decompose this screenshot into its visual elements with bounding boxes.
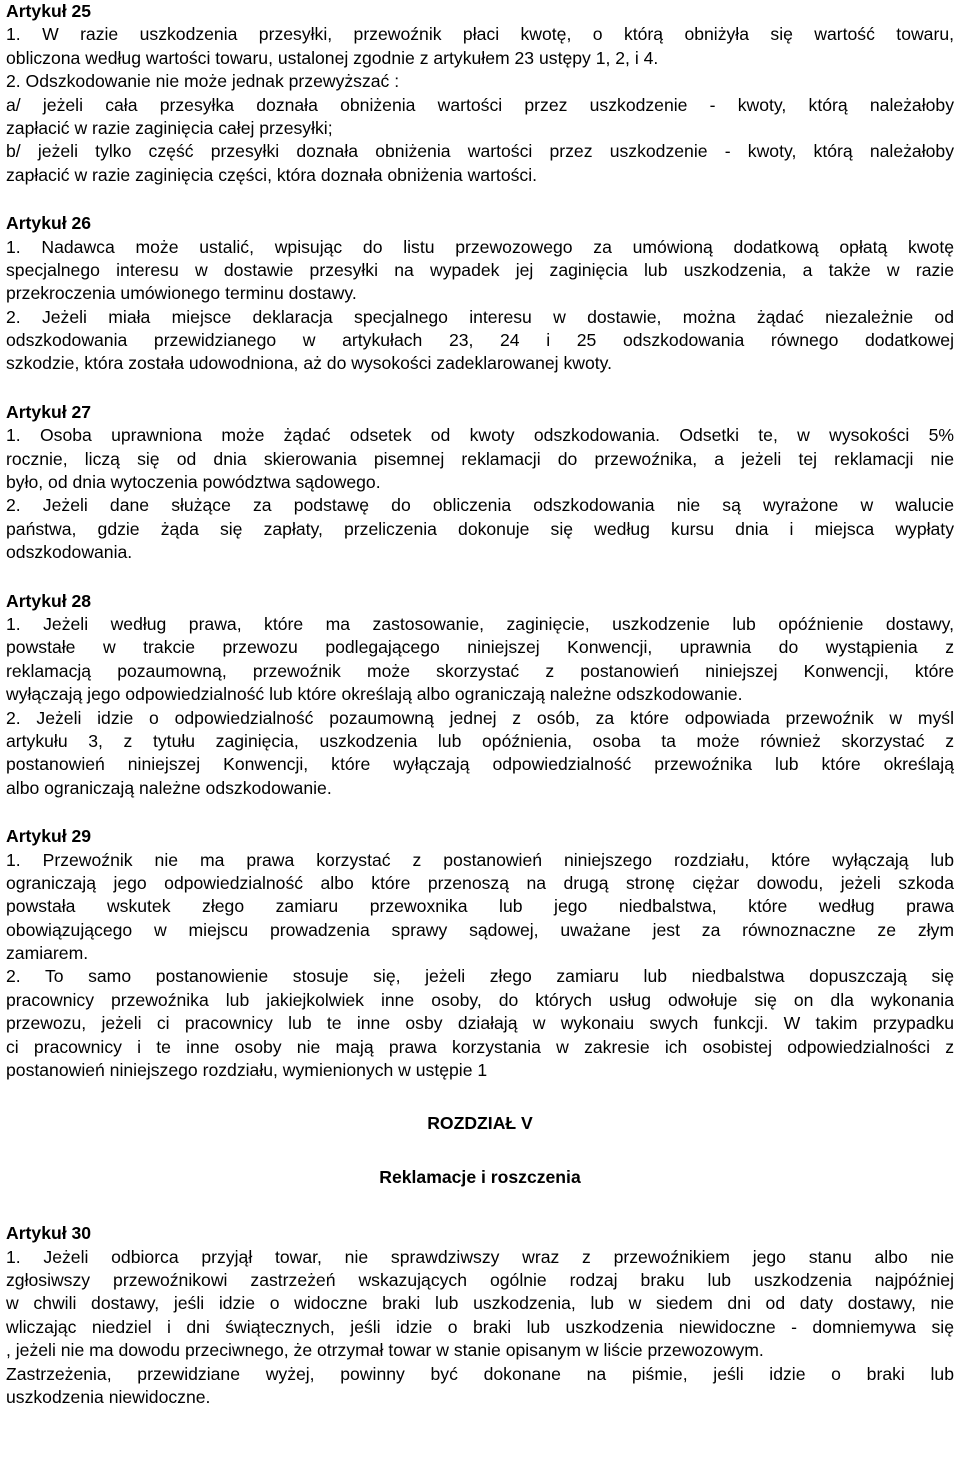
text-line: a/ jeżeli cała przesyłka doznała obniżenia wartości przez uszkodzenie - kwoty, którą należałoby [6, 94, 954, 115]
text-line: odszkodowania. [6, 542, 133, 563]
text-line: reklamacją pozaumowną, przewoźnik może skorzystać z postanowień niniejszej Konwencji, które [6, 660, 954, 681]
article-25 [6, 0, 954, 187]
text-line: szkodzie, która została udowodniona, aż do wysokości zadeklarowanej kwoty. [6, 353, 612, 374]
text-line: b/ jeżeli tylko część przesyłki doznała obniżenia wartości przez uszkodzenie - kwoty, którą należałoby [6, 141, 954, 162]
text-line: specjalnego interesu w dostawie przesyłki na wypadek jej zaginięcia lub uszkodzenia, a także w razie [6, 259, 954, 280]
text-line: wyłączają jego odpowiedzialność lub które określają albo ograniczają należne odszkodowanie. [6, 684, 743, 705]
text-line: w chwili dostawy, jeśli idzie o widoczne braki lub uszkodzenia, lub w siedem dni od daty dostawy, nie [6, 1293, 954, 1314]
text-line: 2. Jeżeli idzie o odpowiedzialność pozaumowną jednej z osób, za które odpowiada przewoźnik w myśl [6, 707, 954, 728]
text-line: ci pracownicy i te inne osoby nie mają prawa korzystania w zakresie ich osobistej odpowiedzialności z [6, 1036, 954, 1057]
text-line: albo ograniczają należne odszkodowanie. [6, 777, 332, 798]
text-line: 1. Przewoźnik nie ma prawa korzystać z postanowień niniejszego rozdziału, które wyłączają lub [6, 849, 954, 870]
text-line: , jeżeli nie ma dowodu przeciwnego, że otrzymał towar w stanie opisanym w liście przewozowym. [6, 1340, 764, 1361]
text-line: zapłacić w razie zaginięcia części, która doznała obniżenia wartości. [6, 164, 537, 185]
text-line: Zastrzeżenia, przewidziane wyżej, powinny być dokonane na piśmie, jeśli idzie o braki lub [6, 1363, 954, 1384]
text-line: państwa, gdzie żąda się zapłaty, przeliczenia dokonuje się według kursu dnia i miejsca wypłaty [6, 518, 954, 539]
text-line: 2. Odszkodowanie nie może jednak przewyższać : [6, 71, 400, 92]
text-line: ograniczają jego odpowiedzialność albo które przenoszą na drugą stronę ciężar dowodu, jeżeli szkoda [6, 872, 954, 893]
text-line: pracownicy przewoźnika lub jakiejkolwiek inne osoby, do których usług odwołuje się on dla wykonania [6, 989, 954, 1010]
text-line: 1. W razie uszkodzenia przesyłki, przewoźnik płaci kwotę, o którą obniżyła się wartość towaru, [6, 24, 954, 45]
text-line: 2. Jeżeli miała miejsce deklaracja specjalnego interesu w dostawie, można żądać niezależnie od [6, 306, 954, 327]
text-line: 1. Osoba uprawniona może żądać odsetek od kwoty odszkodowania. Odsetki te, w wysokości 5% [6, 425, 954, 446]
text-line: artykułu 3, z tytułu zaginięcia, uszkodzenia lub opóźnienia, osoba ta może również skorzystać z [6, 730, 954, 751]
article-title: Artykuł 27 [6, 401, 92, 422]
text-line: 1. Nadawca może ustalić, wpisując do listu przewozowego za umówioną dodatkową opłatą kwotę [6, 236, 954, 257]
text-line: powstałe w trakcie przewozu podlegającego niniejszej Konwencji, uprawnia do wystąpienia z [6, 637, 954, 658]
article-title: Artykuł 25 [6, 1, 92, 21]
text-line: 1. Jeżeli odbiorca przyjął towar, nie sprawdziwszy wraz z przewoźnikiem jego stanu albo nie [6, 1246, 954, 1267]
article-26 [6, 209, 954, 376]
text-line: przewozu, jeżeli ci pracownicy lub te inne osby działają w wykonaiu swych funkcji. W takim przypadku [6, 1013, 954, 1034]
article-title: Artykuł 26 [6, 213, 92, 234]
text-line: obliczona według wartości towaru, ustalonej zgodnie z artykułem 23 ustępy 1, 2, i 4. [6, 47, 659, 68]
article-title: Artykuł 29 [6, 826, 92, 847]
article-29 [6, 822, 954, 1082]
text-line: zapłacić w razie zaginięcia całej przesyłki; [6, 117, 333, 138]
text-line: wliczając niedziel i dni świątecznych, jeśli idzie o braki lub uszkodzenia niewidoczne - domniemywa się [6, 1316, 954, 1337]
article-title: Artykuł 28 [6, 590, 92, 611]
article-28 [6, 587, 954, 801]
article-30 [6, 1219, 954, 1409]
chapter-title: Reklamacje i roszczenia [379, 1166, 581, 1187]
text-line: 2. Jeżeli dane służące za podstawę do obliczenia odszkodowania nie są wyrażone w walucie [6, 495, 954, 516]
text-line: postanowień niniejszej Konwencji, które wyłączają odpowiedzialność przewoźnika lub które określają [6, 754, 954, 775]
document-page [6, 0, 954, 1409]
text-line: 1. Jeżeli według prawa, które ma zastosowanie, zaginięcie, uszkodzenie lub opóźnienie dostawy, [6, 613, 954, 634]
text-line: zgłosiwszy przewoźnikowi zastrzeżeń wskazujących ogólnie rodzaj braku lub uszkodzenia najpóźniej [6, 1269, 954, 1290]
text-line: przekroczenia umówionego terminu dostawy. [6, 283, 357, 304]
text-line: uszkodzenia niewidoczne. [6, 1386, 211, 1407]
text-line: postanowień niniejszego rozdziału, wymienionych w ustępie 1 [6, 1060, 488, 1081]
text-line: 2. To samo postanowienie stosuje się, jeżeli złego zamiaru lub niedbalstwa dopuszczają się [6, 966, 954, 987]
text-line: odszkodowania przewidzianego w artykułach 23, 24 i 25 odszkodowania równego dodatkowej [6, 330, 954, 351]
text-line: rocznie, liczą się od dnia skierowania pisemnej reklamacji do przewoźnika, a jeżeli tej reklamacji nie [6, 448, 954, 469]
text-line: było, od dnia wytoczenia powództwa sądowego. [6, 472, 381, 493]
text-line: powstała wskutek złego zamiaru przewoxnika lub jego niedbalstwa, które według prawa [6, 896, 954, 917]
article-title: Artykuł 30 [6, 1223, 92, 1244]
chapter-number: ROZDZIAŁ V [427, 1113, 533, 1134]
text-line: zamiarem. [6, 943, 89, 964]
article-27 [6, 398, 954, 565]
text-line: obowiązującego w miejscu prowadzenia sprawy sądowej, uważane jest za równoznaczne ze złym [6, 919, 954, 940]
